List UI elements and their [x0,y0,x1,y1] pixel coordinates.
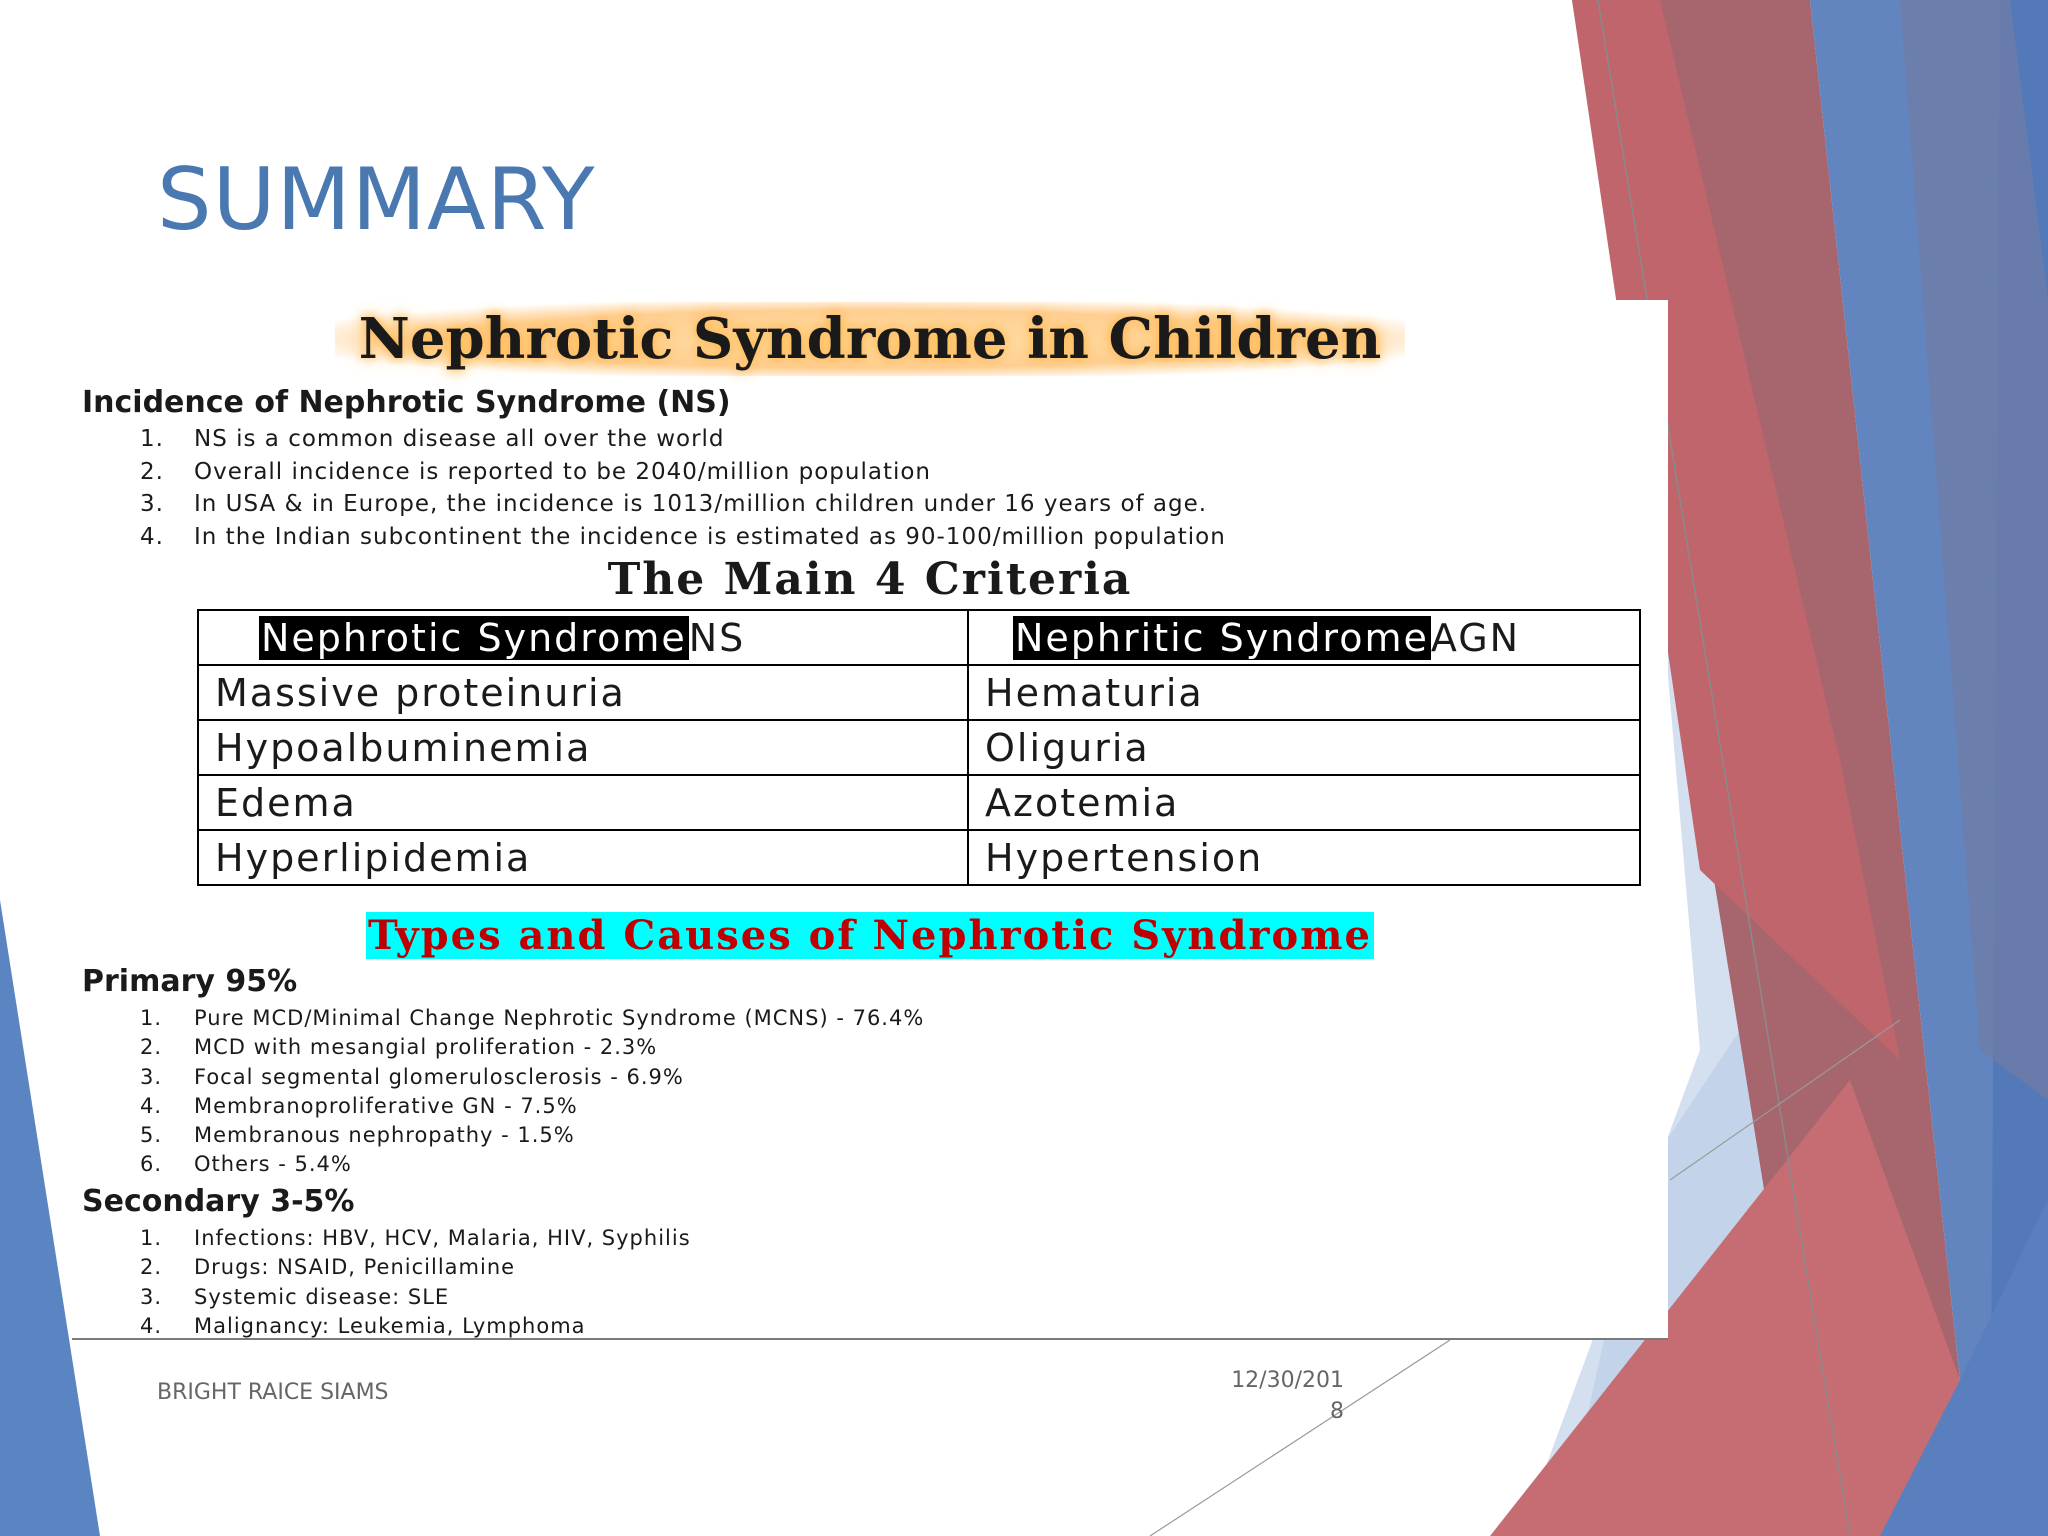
list-item [140,1094,924,1123]
item-text: In the Indian subcontinent the incidence is estimated as 90-100/million population [194,523,1226,550]
table-cell: Massive proteinuria [198,665,968,720]
item-number: 4. [140,523,164,550]
list-item [140,1226,691,1255]
table-row [198,775,1640,830]
item-text: Overall incidence is reported to be 2040/million population [194,458,931,485]
item-number: 4. [140,1093,163,1118]
item-number: 1. [140,426,164,452]
item-text: Others - 5.4% [194,1152,352,1177]
list-item [140,1123,924,1152]
list-item [140,1152,924,1181]
item-text: Systemic disease: SLE [194,1284,450,1309]
header-highlight: Nephritic Syndrome [1015,615,1429,660]
banner-row [72,302,1668,376]
item-text: Infections: HBV, HCV, Malaria, HIV, Syphilis [194,1226,691,1250]
item-text: Focal segmental glomerulosclerosis - 6.9% [194,1064,684,1089]
types-row [72,912,1668,959]
item-text: Pure MCD/Minimal Change Nephrotic Syndrome (MCNS) - 76.4% [194,1006,925,1030]
item-number: 1. [140,1006,163,1030]
list-item [140,459,1226,492]
list-item [140,1035,924,1064]
types-title: Types and Causes of Nephrotic Syndrome [368,912,1372,959]
secondary-heading: Secondary 3-5% [82,1184,355,1219]
item-number: 6. [140,1152,163,1177]
header-suffix: AGN [1430,615,1521,660]
item-number: 3. [140,491,164,517]
slide-title: SUMMARY [157,150,596,250]
footer-date: 12/30/2018 [1231,1368,1344,1424]
footer-author: BRIGHT RAICE SIAMS [157,1380,389,1405]
table-header-row [198,610,1640,665]
secondary-list [140,1226,691,1340]
item-number: 5. [140,1123,163,1148]
summary-image [72,300,1668,1340]
table-cell: Azotemia [968,775,1640,830]
table-cell: Oliguria [968,720,1640,775]
table-cell: Hyperlipidemia [198,830,968,885]
table-cell: Hypoalbuminemia [198,720,968,775]
item-text: Membranous nephropathy - 1.5% [194,1123,575,1148]
header-nephrotic [198,610,968,665]
table-row [198,830,1640,885]
criteria-table [197,609,1641,886]
header-nephritic [968,610,1640,665]
primary-heading: Primary 95% [82,964,298,999]
item-text: Membranoproliferative GN - 7.5% [194,1093,578,1118]
item-number: 4. [140,1313,163,1338]
item-number: 2. [140,1035,163,1060]
list-item [140,1065,924,1094]
item-text: NS is a common disease all over the world [194,426,725,452]
item-number: 2. [140,1255,163,1280]
item-text: Malignancy: Leukemia, Lymphoma [194,1313,586,1338]
list-item [140,524,1226,557]
table-row [198,665,1640,720]
item-text: Drugs: NSAID, Penicillamine [194,1255,516,1280]
list-item [140,1285,691,1314]
list-item [140,1314,691,1340]
list-item [140,426,1226,459]
item-text: MCD with mesangial proliferation - 2.3% [194,1035,658,1060]
header-suffix: NS [688,615,746,660]
item-number: 3. [140,1064,163,1089]
list-item [140,1255,691,1284]
list-item [140,491,1226,524]
item-text: In USA & in Europe, the incidence is 1013/million children under 16 years of age. [194,491,1208,517]
item-number: 2. [140,458,164,485]
table-cell: Hematuria [968,665,1640,720]
criteria-title: The Main 4 Criteria [607,554,1133,605]
table-row [198,720,1640,775]
header-highlight: Nephrotic Syndrome [261,615,687,660]
banner-title: Nephrotic Syndrome in Children [335,302,1406,376]
incidence-heading: Incidence of Nephrotic Syndrome (NS) [82,385,731,420]
list-item [140,1006,924,1035]
primary-list [140,1006,924,1182]
item-number: 1. [140,1226,163,1250]
incidence-list [140,426,1226,556]
table-cell: Hypertension [968,830,1640,885]
item-number: 3. [140,1284,163,1309]
table-cell: Edema [198,775,968,830]
